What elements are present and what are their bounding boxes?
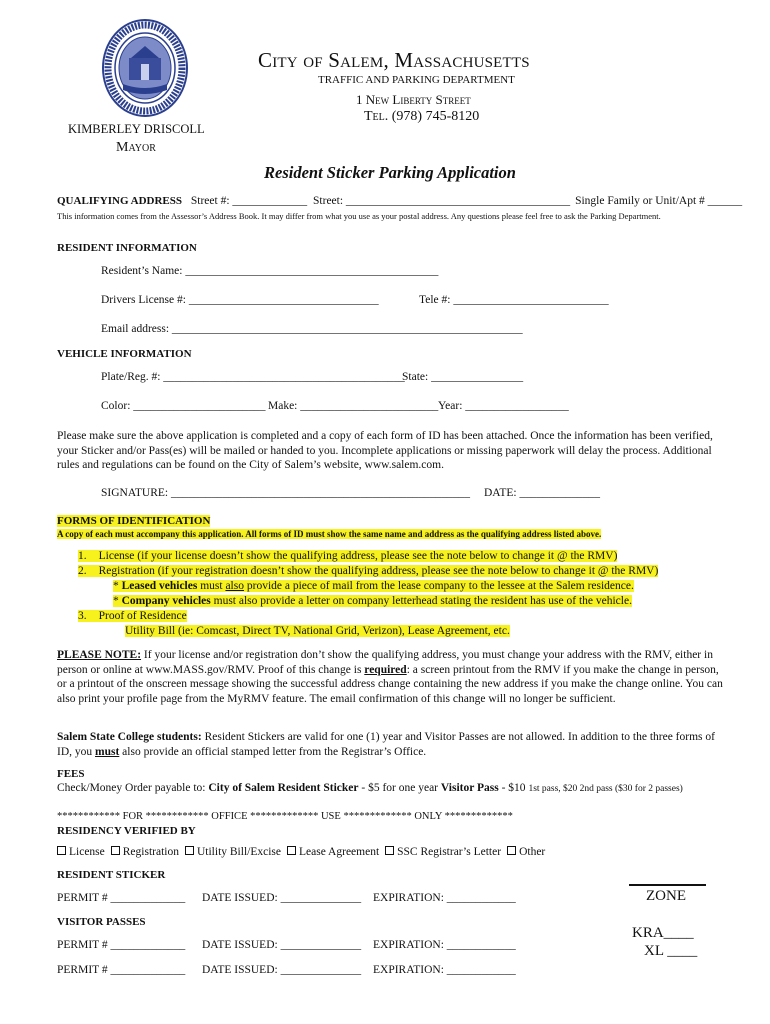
year-field[interactable]: Year: __________________ [438,400,569,412]
salem-state-text-a: Resident Stickers are valid for one (1) year and Visitor Passes are not allowed. In addition to the three forms of ID, you [57,731,715,758]
id-item-2-text: Registration (if your registration doesn’t show the qualifying address, please see the note below to change it @ the RMV) [87,565,659,577]
department-name: TRAFFIC AND PARKING DEPARTMENT [318,74,515,86]
please-note-label: PLEASE NOTE: [57,649,142,661]
visitor-expiration-2-field[interactable]: EXPIRATION: ____________ [373,964,516,976]
zone-rule [629,884,706,886]
id-item-1-text: License (if your license doesn’t show the qualifying address, please see the note below to change it @ the RMV) [87,550,618,562]
salem-state-label: Salem State College students: [57,731,202,743]
forms-id-subheading-wrap [57,529,601,539]
residency-verified-heading: RESIDENCY VERIFIED BY [57,825,196,837]
id-item-3 [78,610,187,622]
verify-checkbox-item[interactable] [507,846,545,858]
id-item-3-detail [125,625,510,637]
checkbox-label: Other [519,846,546,858]
id-item-3-text: Proof of Residence [87,610,187,622]
verify-checkbox-item[interactable] [57,846,105,858]
plate-field[interactable]: Plate/Reg. #: __________________________________________ [101,371,405,383]
resident-info-heading: RESIDENT INFORMATION [57,242,197,254]
checkbox[interactable] [111,846,120,855]
visitor-expiration-1-field[interactable]: EXPIRATION: ____________ [373,939,516,951]
salem-state-must: must [95,745,120,758]
office-use-banner: ************ FOR ************ OFFICE ************* USE ************* ONLY ************* [57,811,513,822]
email-field[interactable]: Email address: _____________________________________________________________ [101,323,523,335]
company-label: Company vehicles [121,595,211,607]
checkbox[interactable] [507,846,516,855]
fees-visitor: Visitor Pass [440,782,499,794]
leased-also: also [225,580,244,592]
fees-text-c: - $10 [498,782,529,794]
fees-heading: FEES [57,768,85,780]
checkbox[interactable] [385,846,394,855]
sticker-expiration-field[interactable]: EXPIRATION: ____________ [373,892,516,904]
visitor-date-issued-2-field[interactable]: DATE ISSUED: ______________ [202,964,362,976]
zone-xl-field[interactable]: XL ____ [644,943,698,959]
department-street: 1 New Liberty Street [356,92,471,107]
fees-text-d: 1st pass, $20 2nd pass ($30 for 2 passes) [528,784,683,794]
visitor-date-issued-1-field[interactable]: DATE ISSUED: ______________ [202,939,362,951]
checkbox-label: Registration [122,846,179,858]
checkbox-label: SSC Registrar’s Letter [397,846,502,858]
sticker-date-issued-field[interactable]: DATE ISSUED: ______________ [202,892,362,904]
verify-checkbox-item[interactable] [385,846,501,858]
please-note-text-b: : a screen printout from the RMV if you make the change in person, or a printout of the onscreen message showing the successful address change containing the new address if you make the change online. You can also print your profile page from the MyRMV feature. The email confirmation of this change will no longer be sufficient. [57,663,723,705]
id-item-2-number: 2. [78,565,87,577]
forms-id-heading: FORMS OF IDENTIFICATION [57,515,211,527]
salem-state-text-b: also provide an official stamped letter from the Registrar’s Office. [119,745,427,758]
street-number-field[interactable]: Street #: _____________ [190,195,308,207]
sticker-permit-field[interactable]: PERMIT # _____________ [57,892,186,904]
telephone-field[interactable]: Tele #: ___________________________ [419,294,609,306]
forms-id-heading-wrap [57,515,210,527]
leased-text: provide a piece of mail from the lease company to the lessee at the Salem residence. [243,580,634,592]
resident-name-field[interactable]: Resident’s Name: ____________________________________________ [101,265,439,277]
id-item-3-subtext: Utility Bill (ie: Comcast, Direct TV, National Grid, Verizon), Lease Agreement, etc. [125,625,510,637]
verification-checklist [57,846,551,858]
salem-state-paragraph [57,730,729,759]
resident-sticker-heading: RESIDENT STICKER [57,869,166,881]
checkbox[interactable] [287,846,296,855]
verify-checkbox-item[interactable] [185,846,281,858]
company-bullet: * [113,595,122,607]
fees-text-b: - $5 for one year [358,782,441,794]
zone-label: ZONE [646,888,686,904]
vehicle-info-heading: VEHICLE INFORMATION [57,348,192,360]
id-item-3-number: 3. [78,610,87,622]
make-field[interactable]: Make: ________________________ [268,400,439,412]
forms-id-subheading: A copy of each must accompany this application. All forms of ID must show the same name and address as the qualifying address listed above. [57,529,602,539]
company-text: must also provide a letter on company letterhead stating the resident has use of the vehicle. [210,595,632,607]
mayor-name: KIMBERLEY DRISCOLL [68,122,205,136]
zone-kra-field[interactable]: KRA____ [632,925,694,941]
verify-checkbox-item[interactable] [111,846,179,858]
please-note-required: required [364,663,407,676]
mayor-title: Mayor [116,140,156,155]
qualifying-address-row [57,195,742,207]
checkbox-label: License [69,846,105,858]
checkbox[interactable] [185,846,194,855]
unit-field[interactable]: Single Family or Unit/Apt # ______ [575,195,743,207]
instructions-paragraph: Please make sure the above application is completed and a copy of each form of ID has been attached. Once the information has been verified, your Sticker and/or Pass(es) will be mailed or handed to you. Incomplete applications or missing paperwork will delay the process. Additional rules and regulations can be found on the City of Salem’s website, www.salem.com. [57,430,713,471]
drivers-license-field[interactable]: Drivers License #: _________________________________ [101,294,379,306]
fees-payee: City of Salem Resident Sticker [208,782,359,794]
qualifying-address-note: This information comes from the Assessor’s Address Book. It may differ from what you use as your postal address. Any questions please feel free to ask the Parking Department. [57,211,661,221]
please-note-text-a: If your license and/or registration don’t show the qualifying address, you must change your address with the RMV, either in person or online at www.MASS.gov/RMV. Proof of this change is [57,649,713,676]
leased-bullet: * [113,580,122,592]
checkbox-label: Utility Bill/Excise [196,846,281,858]
state-field[interactable]: State: ________________ [402,371,524,383]
please-note-paragraph [57,648,729,706]
leased-vehicles-note [113,580,634,592]
id-item-1-number: 1. [78,550,87,562]
leased-mid: must [197,580,226,592]
color-field[interactable]: Color: _______________________ [101,400,266,412]
qualifying-address-label: QUALIFYING ADDRESS [57,195,182,207]
visitor-permit-1-field[interactable]: PERMIT # _____________ [57,939,186,951]
form-title: Resident Sticker Parking Application [264,163,516,182]
street-field[interactable]: Street: _______________________________________ [313,195,571,207]
company-vehicles-note [113,595,632,607]
checkbox[interactable] [57,846,66,855]
leased-label: Leased vehicles [121,580,198,592]
city-title: City of Salem, Massachusetts [258,48,530,72]
department-phone: Tel. (978) 745-8120 [364,109,480,124]
fees-line [57,782,683,794]
date-field[interactable]: DATE: ______________ [484,487,600,499]
fees-text-a: Check/Money Order payable to: [57,782,209,794]
city-seal [101,18,189,118]
checkbox-label: Lease Agreement [299,846,380,858]
visitor-permit-2-field[interactable]: PERMIT # _____________ [57,964,186,976]
verify-checkbox-item[interactable] [287,846,379,858]
id-item-1 [78,550,617,562]
signature-field[interactable]: SIGNATURE: ____________________________________________________ [101,487,470,499]
id-item-2 [78,565,658,577]
visitor-passes-heading: VISITOR PASSES [57,916,146,928]
